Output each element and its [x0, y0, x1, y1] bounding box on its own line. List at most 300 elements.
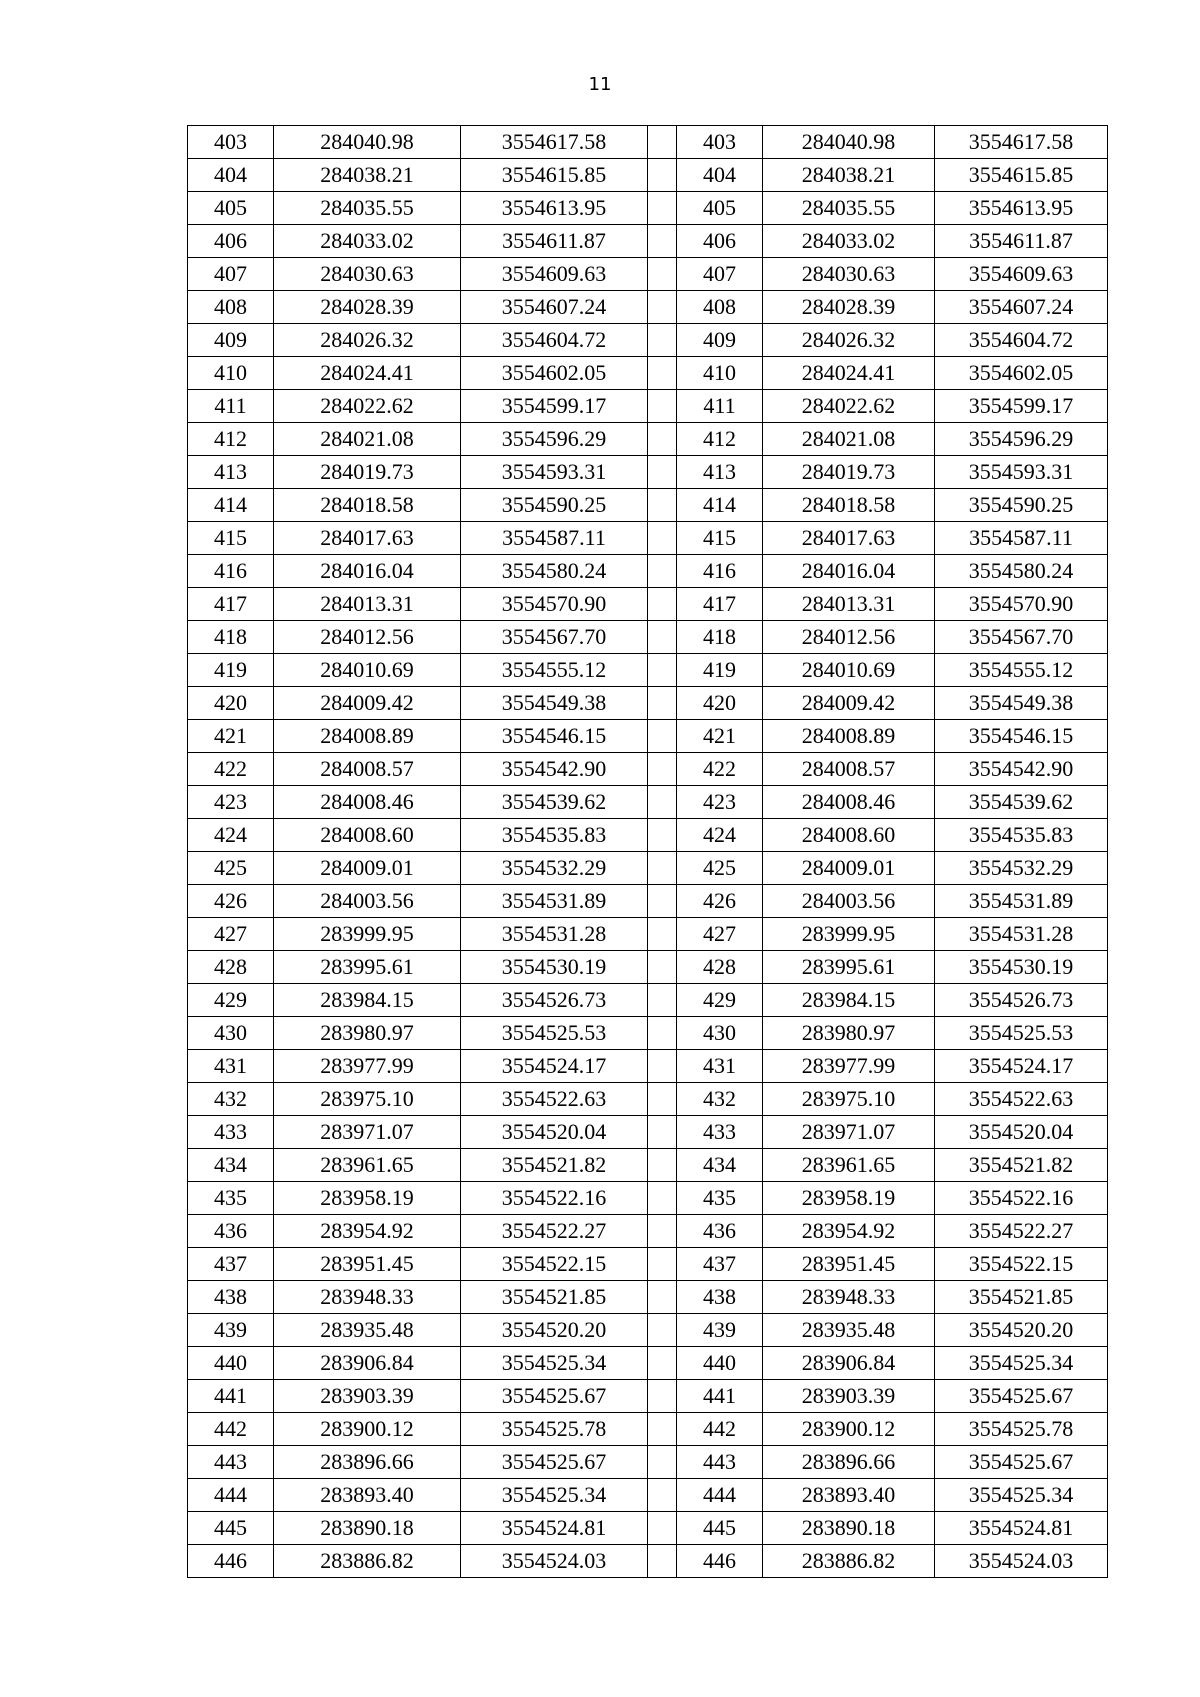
separator-cell	[648, 1314, 677, 1347]
separator-cell	[648, 522, 677, 555]
table-row	[188, 1446, 1108, 1479]
left-point-number-cell: 438	[188, 1281, 274, 1314]
separator-cell	[648, 1149, 677, 1182]
right-y-coordinate-cell: 3554520.04	[935, 1116, 1108, 1149]
table-row	[188, 489, 1108, 522]
right-y-coordinate-cell: 3554525.67	[935, 1380, 1108, 1413]
right-x-coordinate-cell: 283893.40	[763, 1479, 935, 1512]
table-row	[188, 456, 1108, 489]
right-x-coordinate-cell: 284008.57	[763, 753, 935, 786]
separator-cell	[648, 1413, 677, 1446]
table-row	[188, 390, 1108, 423]
right-x-coordinate-cell: 284019.73	[763, 456, 935, 489]
right-x-coordinate-cell: 283984.15	[763, 984, 935, 1017]
separator-cell	[648, 1050, 677, 1083]
right-x-coordinate-cell: 283977.99	[763, 1050, 935, 1083]
table-row	[188, 192, 1108, 225]
left-point-number-cell: 415	[188, 522, 274, 555]
table-row	[188, 819, 1108, 852]
left-y-coordinate-cell: 3554599.17	[461, 390, 648, 423]
left-point-number-cell: 429	[188, 984, 274, 1017]
separator-cell	[648, 423, 677, 456]
right-point-number-cell: 443	[677, 1446, 763, 1479]
right-y-coordinate-cell: 3554542.90	[935, 753, 1108, 786]
table-row	[188, 918, 1108, 951]
right-y-coordinate-cell: 3554546.15	[935, 720, 1108, 753]
left-point-number-cell: 444	[188, 1479, 274, 1512]
left-point-number-cell: 425	[188, 852, 274, 885]
left-x-coordinate-cell: 283995.61	[274, 951, 461, 984]
left-point-number-cell: 420	[188, 687, 274, 720]
right-point-number-cell: 431	[677, 1050, 763, 1083]
table-row	[188, 291, 1108, 324]
right-x-coordinate-cell: 284008.60	[763, 819, 935, 852]
left-point-number-cell: 405	[188, 192, 274, 225]
right-x-coordinate-cell: 283896.66	[763, 1446, 935, 1479]
table-row	[188, 753, 1108, 786]
left-point-number-cell: 432	[188, 1083, 274, 1116]
right-point-number-cell: 426	[677, 885, 763, 918]
left-y-coordinate-cell: 3554617.58	[461, 126, 648, 159]
right-x-coordinate-cell: 284003.56	[763, 885, 935, 918]
left-x-coordinate-cell: 283971.07	[274, 1116, 461, 1149]
left-x-coordinate-cell: 283999.95	[274, 918, 461, 951]
right-point-number-cell: 424	[677, 819, 763, 852]
right-x-coordinate-cell: 284028.39	[763, 291, 935, 324]
right-x-coordinate-cell: 284008.46	[763, 786, 935, 819]
table-row	[188, 951, 1108, 984]
left-x-coordinate-cell: 284033.02	[274, 225, 461, 258]
left-y-coordinate-cell: 3554555.12	[461, 654, 648, 687]
left-x-coordinate-cell: 284021.08	[274, 423, 461, 456]
right-x-coordinate-cell: 284026.32	[763, 324, 935, 357]
separator-cell	[648, 951, 677, 984]
right-y-coordinate-cell: 3554596.29	[935, 423, 1108, 456]
left-point-number-cell: 413	[188, 456, 274, 489]
left-y-coordinate-cell: 3554539.62	[461, 786, 648, 819]
left-x-coordinate-cell: 284012.56	[274, 621, 461, 654]
left-y-coordinate-cell: 3554522.15	[461, 1248, 648, 1281]
right-y-coordinate-cell: 3554525.34	[935, 1347, 1108, 1380]
separator-cell	[648, 885, 677, 918]
separator-cell	[648, 555, 677, 588]
left-x-coordinate-cell: 284040.98	[274, 126, 461, 159]
right-point-number-cell: 408	[677, 291, 763, 324]
right-point-number-cell: 434	[677, 1149, 763, 1182]
right-point-number-cell: 409	[677, 324, 763, 357]
table-row	[188, 786, 1108, 819]
left-x-coordinate-cell: 283948.33	[274, 1281, 461, 1314]
left-point-number-cell: 409	[188, 324, 274, 357]
page-number: 11	[588, 74, 612, 95]
right-x-coordinate-cell: 284008.89	[763, 720, 935, 753]
left-x-coordinate-cell: 284028.39	[274, 291, 461, 324]
left-x-coordinate-cell: 283958.19	[274, 1182, 461, 1215]
left-x-coordinate-cell: 284008.57	[274, 753, 461, 786]
separator-cell	[648, 126, 677, 159]
table-row	[188, 258, 1108, 291]
separator-cell	[648, 1083, 677, 1116]
right-point-number-cell: 438	[677, 1281, 763, 1314]
left-point-number-cell: 418	[188, 621, 274, 654]
left-point-number-cell: 407	[188, 258, 274, 291]
right-x-coordinate-cell: 284018.58	[763, 489, 935, 522]
right-y-coordinate-cell: 3554530.19	[935, 951, 1108, 984]
table-row	[188, 588, 1108, 621]
table-row	[188, 984, 1108, 1017]
right-y-coordinate-cell: 3554539.62	[935, 786, 1108, 819]
right-point-number-cell: 414	[677, 489, 763, 522]
left-point-number-cell: 446	[188, 1545, 274, 1578]
right-y-coordinate-cell: 3554599.17	[935, 390, 1108, 423]
right-y-coordinate-cell: 3554604.72	[935, 324, 1108, 357]
left-y-coordinate-cell: 3554587.11	[461, 522, 648, 555]
separator-cell	[648, 588, 677, 621]
table-row	[188, 1116, 1108, 1149]
left-y-coordinate-cell: 3554609.63	[461, 258, 648, 291]
right-y-coordinate-cell: 3554587.11	[935, 522, 1108, 555]
right-point-number-cell: 417	[677, 588, 763, 621]
right-x-coordinate-cell: 284013.31	[763, 588, 935, 621]
right-x-coordinate-cell: 283954.92	[763, 1215, 935, 1248]
left-y-coordinate-cell: 3554596.29	[461, 423, 648, 456]
left-point-number-cell: 403	[188, 126, 274, 159]
left-y-coordinate-cell: 3554531.28	[461, 918, 648, 951]
left-x-coordinate-cell: 284010.69	[274, 654, 461, 687]
right-x-coordinate-cell: 283961.65	[763, 1149, 935, 1182]
left-x-coordinate-cell: 284008.89	[274, 720, 461, 753]
right-x-coordinate-cell: 284040.98	[763, 126, 935, 159]
left-x-coordinate-cell: 283951.45	[274, 1248, 461, 1281]
left-x-coordinate-cell: 284026.32	[274, 324, 461, 357]
left-x-coordinate-cell: 284018.58	[274, 489, 461, 522]
coordinate-table	[187, 125, 1108, 1578]
right-y-coordinate-cell: 3554580.24	[935, 555, 1108, 588]
right-y-coordinate-cell: 3554522.27	[935, 1215, 1108, 1248]
left-y-coordinate-cell: 3554525.78	[461, 1413, 648, 1446]
table-row	[188, 1314, 1108, 1347]
right-point-number-cell: 440	[677, 1347, 763, 1380]
right-y-coordinate-cell: 3554549.38	[935, 687, 1108, 720]
table-row	[188, 1545, 1108, 1578]
left-x-coordinate-cell: 283975.10	[274, 1083, 461, 1116]
left-x-coordinate-cell: 284024.41	[274, 357, 461, 390]
right-point-number-cell: 444	[677, 1479, 763, 1512]
separator-cell	[648, 1446, 677, 1479]
table-row	[188, 1248, 1108, 1281]
right-y-coordinate-cell: 3554535.83	[935, 819, 1108, 852]
left-y-coordinate-cell: 3554525.67	[461, 1446, 648, 1479]
right-y-coordinate-cell: 3554521.82	[935, 1149, 1108, 1182]
left-y-coordinate-cell: 3554530.19	[461, 951, 648, 984]
right-y-coordinate-cell: 3554607.24	[935, 291, 1108, 324]
table-row	[188, 423, 1108, 456]
right-point-number-cell: 432	[677, 1083, 763, 1116]
right-x-coordinate-cell: 283958.19	[763, 1182, 935, 1215]
left-x-coordinate-cell: 283961.65	[274, 1149, 461, 1182]
left-point-number-cell: 412	[188, 423, 274, 456]
separator-cell	[648, 621, 677, 654]
right-y-coordinate-cell: 3554524.03	[935, 1545, 1108, 1578]
separator-cell	[648, 1248, 677, 1281]
right-y-coordinate-cell: 3554531.28	[935, 918, 1108, 951]
left-point-number-cell: 411	[188, 390, 274, 423]
separator-cell	[648, 1545, 677, 1578]
left-y-coordinate-cell: 3554546.15	[461, 720, 648, 753]
table-row	[188, 1050, 1108, 1083]
left-x-coordinate-cell: 283896.66	[274, 1446, 461, 1479]
left-y-coordinate-cell: 3554522.16	[461, 1182, 648, 1215]
right-x-coordinate-cell: 283999.95	[763, 918, 935, 951]
right-y-coordinate-cell: 3554525.34	[935, 1479, 1108, 1512]
table-row	[188, 522, 1108, 555]
separator-cell	[648, 357, 677, 390]
right-x-coordinate-cell: 283906.84	[763, 1347, 935, 1380]
table-row	[188, 885, 1108, 918]
separator-cell	[648, 687, 677, 720]
right-x-coordinate-cell: 283975.10	[763, 1083, 935, 1116]
left-y-coordinate-cell: 3554593.31	[461, 456, 648, 489]
table-row	[188, 1380, 1108, 1413]
right-x-coordinate-cell: 284012.56	[763, 621, 935, 654]
right-y-coordinate-cell: 3554521.85	[935, 1281, 1108, 1314]
right-x-coordinate-cell: 283980.97	[763, 1017, 935, 1050]
table-row	[188, 1281, 1108, 1314]
left-x-coordinate-cell: 283977.99	[274, 1050, 461, 1083]
table-row	[188, 1017, 1108, 1050]
right-point-number-cell: 427	[677, 918, 763, 951]
table-row	[188, 621, 1108, 654]
left-y-coordinate-cell: 3554524.17	[461, 1050, 648, 1083]
right-point-number-cell: 442	[677, 1413, 763, 1446]
left-y-coordinate-cell: 3554613.95	[461, 192, 648, 225]
right-point-number-cell: 422	[677, 753, 763, 786]
right-x-coordinate-cell: 284009.42	[763, 687, 935, 720]
left-y-coordinate-cell: 3554520.04	[461, 1116, 648, 1149]
right-point-number-cell: 419	[677, 654, 763, 687]
left-point-number-cell: 440	[188, 1347, 274, 1380]
left-y-coordinate-cell: 3554521.82	[461, 1149, 648, 1182]
right-x-coordinate-cell: 284024.41	[763, 357, 935, 390]
left-point-number-cell: 430	[188, 1017, 274, 1050]
right-point-number-cell: 412	[677, 423, 763, 456]
right-y-coordinate-cell: 3554526.73	[935, 984, 1108, 1017]
left-point-number-cell: 404	[188, 159, 274, 192]
left-x-coordinate-cell: 284008.60	[274, 819, 461, 852]
separator-cell	[648, 1017, 677, 1050]
right-point-number-cell: 430	[677, 1017, 763, 1050]
separator-cell	[648, 819, 677, 852]
left-point-number-cell: 427	[188, 918, 274, 951]
left-point-number-cell: 417	[188, 588, 274, 621]
right-x-coordinate-cell: 284035.55	[763, 192, 935, 225]
separator-cell	[648, 1512, 677, 1545]
right-y-coordinate-cell: 3554593.31	[935, 456, 1108, 489]
table-row	[188, 324, 1108, 357]
right-x-coordinate-cell: 283951.45	[763, 1248, 935, 1281]
right-point-number-cell: 404	[677, 159, 763, 192]
left-y-coordinate-cell: 3554602.05	[461, 357, 648, 390]
separator-cell	[648, 786, 677, 819]
table-row	[188, 357, 1108, 390]
left-point-number-cell: 406	[188, 225, 274, 258]
left-point-number-cell: 419	[188, 654, 274, 687]
left-x-coordinate-cell: 283900.12	[274, 1413, 461, 1446]
right-x-coordinate-cell: 284017.63	[763, 522, 935, 555]
left-y-coordinate-cell: 3554611.87	[461, 225, 648, 258]
left-y-coordinate-cell: 3554607.24	[461, 291, 648, 324]
left-point-number-cell: 422	[188, 753, 274, 786]
table-row	[188, 126, 1108, 159]
right-y-coordinate-cell: 3554524.81	[935, 1512, 1108, 1545]
right-y-coordinate-cell: 3554525.53	[935, 1017, 1108, 1050]
right-y-coordinate-cell: 3554567.70	[935, 621, 1108, 654]
right-x-coordinate-cell: 283971.07	[763, 1116, 935, 1149]
right-x-coordinate-cell: 284010.69	[763, 654, 935, 687]
right-x-coordinate-cell: 283890.18	[763, 1512, 935, 1545]
separator-cell	[648, 258, 677, 291]
separator-cell	[648, 324, 677, 357]
left-point-number-cell: 434	[188, 1149, 274, 1182]
table-row	[188, 1215, 1108, 1248]
left-y-coordinate-cell: 3554525.67	[461, 1380, 648, 1413]
right-y-coordinate-cell: 3554617.58	[935, 126, 1108, 159]
left-y-coordinate-cell: 3554531.89	[461, 885, 648, 918]
left-x-coordinate-cell: 284003.56	[274, 885, 461, 918]
table-row	[188, 1347, 1108, 1380]
table-row	[188, 1182, 1108, 1215]
left-x-coordinate-cell: 284022.62	[274, 390, 461, 423]
table-row	[188, 1479, 1108, 1512]
right-x-coordinate-cell: 284033.02	[763, 225, 935, 258]
right-x-coordinate-cell: 284030.63	[763, 258, 935, 291]
left-y-coordinate-cell: 3554526.73	[461, 984, 648, 1017]
left-y-coordinate-cell: 3554549.38	[461, 687, 648, 720]
left-x-coordinate-cell: 283980.97	[274, 1017, 461, 1050]
separator-cell	[648, 918, 677, 951]
table-row	[188, 225, 1108, 258]
left-y-coordinate-cell: 3554604.72	[461, 324, 648, 357]
left-point-number-cell: 435	[188, 1182, 274, 1215]
right-y-coordinate-cell: 3554525.78	[935, 1413, 1108, 1446]
right-y-coordinate-cell: 3554522.15	[935, 1248, 1108, 1281]
separator-cell	[648, 1215, 677, 1248]
right-point-number-cell: 411	[677, 390, 763, 423]
right-point-number-cell: 429	[677, 984, 763, 1017]
right-point-number-cell: 406	[677, 225, 763, 258]
table-row	[188, 1083, 1108, 1116]
left-y-coordinate-cell: 3554535.83	[461, 819, 648, 852]
right-point-number-cell: 436	[677, 1215, 763, 1248]
left-y-coordinate-cell: 3554522.63	[461, 1083, 648, 1116]
right-x-coordinate-cell: 283995.61	[763, 951, 935, 984]
left-y-coordinate-cell: 3554521.85	[461, 1281, 648, 1314]
table-row	[188, 159, 1108, 192]
left-point-number-cell: 424	[188, 819, 274, 852]
right-point-number-cell: 437	[677, 1248, 763, 1281]
left-y-coordinate-cell: 3554524.03	[461, 1545, 648, 1578]
right-y-coordinate-cell: 3554531.89	[935, 885, 1108, 918]
right-point-number-cell: 446	[677, 1545, 763, 1578]
left-x-coordinate-cell: 283935.48	[274, 1314, 461, 1347]
separator-cell	[648, 852, 677, 885]
separator-cell	[648, 489, 677, 522]
left-point-number-cell: 408	[188, 291, 274, 324]
left-x-coordinate-cell: 283886.82	[274, 1545, 461, 1578]
right-point-number-cell: 433	[677, 1116, 763, 1149]
right-y-coordinate-cell: 3554522.16	[935, 1182, 1108, 1215]
left-x-coordinate-cell: 284019.73	[274, 456, 461, 489]
right-y-coordinate-cell: 3554613.95	[935, 192, 1108, 225]
separator-cell	[648, 192, 677, 225]
table-row	[188, 555, 1108, 588]
left-x-coordinate-cell: 283903.39	[274, 1380, 461, 1413]
left-point-number-cell: 436	[188, 1215, 274, 1248]
left-y-coordinate-cell: 3554522.27	[461, 1215, 648, 1248]
right-point-number-cell: 421	[677, 720, 763, 753]
left-y-coordinate-cell: 3554525.34	[461, 1347, 648, 1380]
left-x-coordinate-cell: 284017.63	[274, 522, 461, 555]
left-point-number-cell: 410	[188, 357, 274, 390]
separator-cell	[648, 1281, 677, 1314]
left-point-number-cell: 433	[188, 1116, 274, 1149]
left-y-coordinate-cell: 3554590.25	[461, 489, 648, 522]
left-x-coordinate-cell: 284009.01	[274, 852, 461, 885]
right-y-coordinate-cell: 3554524.17	[935, 1050, 1108, 1083]
left-point-number-cell: 431	[188, 1050, 274, 1083]
separator-cell	[648, 1347, 677, 1380]
left-x-coordinate-cell: 283893.40	[274, 1479, 461, 1512]
left-y-coordinate-cell: 3554567.70	[461, 621, 648, 654]
left-point-number-cell: 421	[188, 720, 274, 753]
separator-cell	[648, 390, 677, 423]
left-x-coordinate-cell: 283906.84	[274, 1347, 461, 1380]
right-point-number-cell: 435	[677, 1182, 763, 1215]
right-x-coordinate-cell: 284038.21	[763, 159, 935, 192]
table-row	[188, 720, 1108, 753]
separator-cell	[648, 1116, 677, 1149]
left-point-number-cell: 441	[188, 1380, 274, 1413]
left-x-coordinate-cell: 284009.42	[274, 687, 461, 720]
right-y-coordinate-cell: 3554609.63	[935, 258, 1108, 291]
left-point-number-cell: 426	[188, 885, 274, 918]
left-x-coordinate-cell: 284035.55	[274, 192, 461, 225]
right-x-coordinate-cell: 283886.82	[763, 1545, 935, 1578]
right-x-coordinate-cell: 284021.08	[763, 423, 935, 456]
left-x-coordinate-cell: 284016.04	[274, 555, 461, 588]
right-y-coordinate-cell: 3554590.25	[935, 489, 1108, 522]
right-y-coordinate-cell: 3554570.90	[935, 588, 1108, 621]
left-x-coordinate-cell: 284013.31	[274, 588, 461, 621]
table-row	[188, 687, 1108, 720]
separator-cell	[648, 720, 677, 753]
right-point-number-cell: 416	[677, 555, 763, 588]
left-x-coordinate-cell: 283984.15	[274, 984, 461, 1017]
table-row	[188, 852, 1108, 885]
left-point-number-cell: 445	[188, 1512, 274, 1545]
separator-cell	[648, 1182, 677, 1215]
left-y-coordinate-cell: 3554580.24	[461, 555, 648, 588]
separator-cell	[648, 225, 677, 258]
left-x-coordinate-cell: 283890.18	[274, 1512, 461, 1545]
left-point-number-cell: 416	[188, 555, 274, 588]
left-x-coordinate-cell: 283954.92	[274, 1215, 461, 1248]
right-x-coordinate-cell: 284016.04	[763, 555, 935, 588]
right-point-number-cell: 410	[677, 357, 763, 390]
left-x-coordinate-cell: 284038.21	[274, 159, 461, 192]
table-body	[188, 126, 1108, 1578]
separator-cell	[648, 753, 677, 786]
